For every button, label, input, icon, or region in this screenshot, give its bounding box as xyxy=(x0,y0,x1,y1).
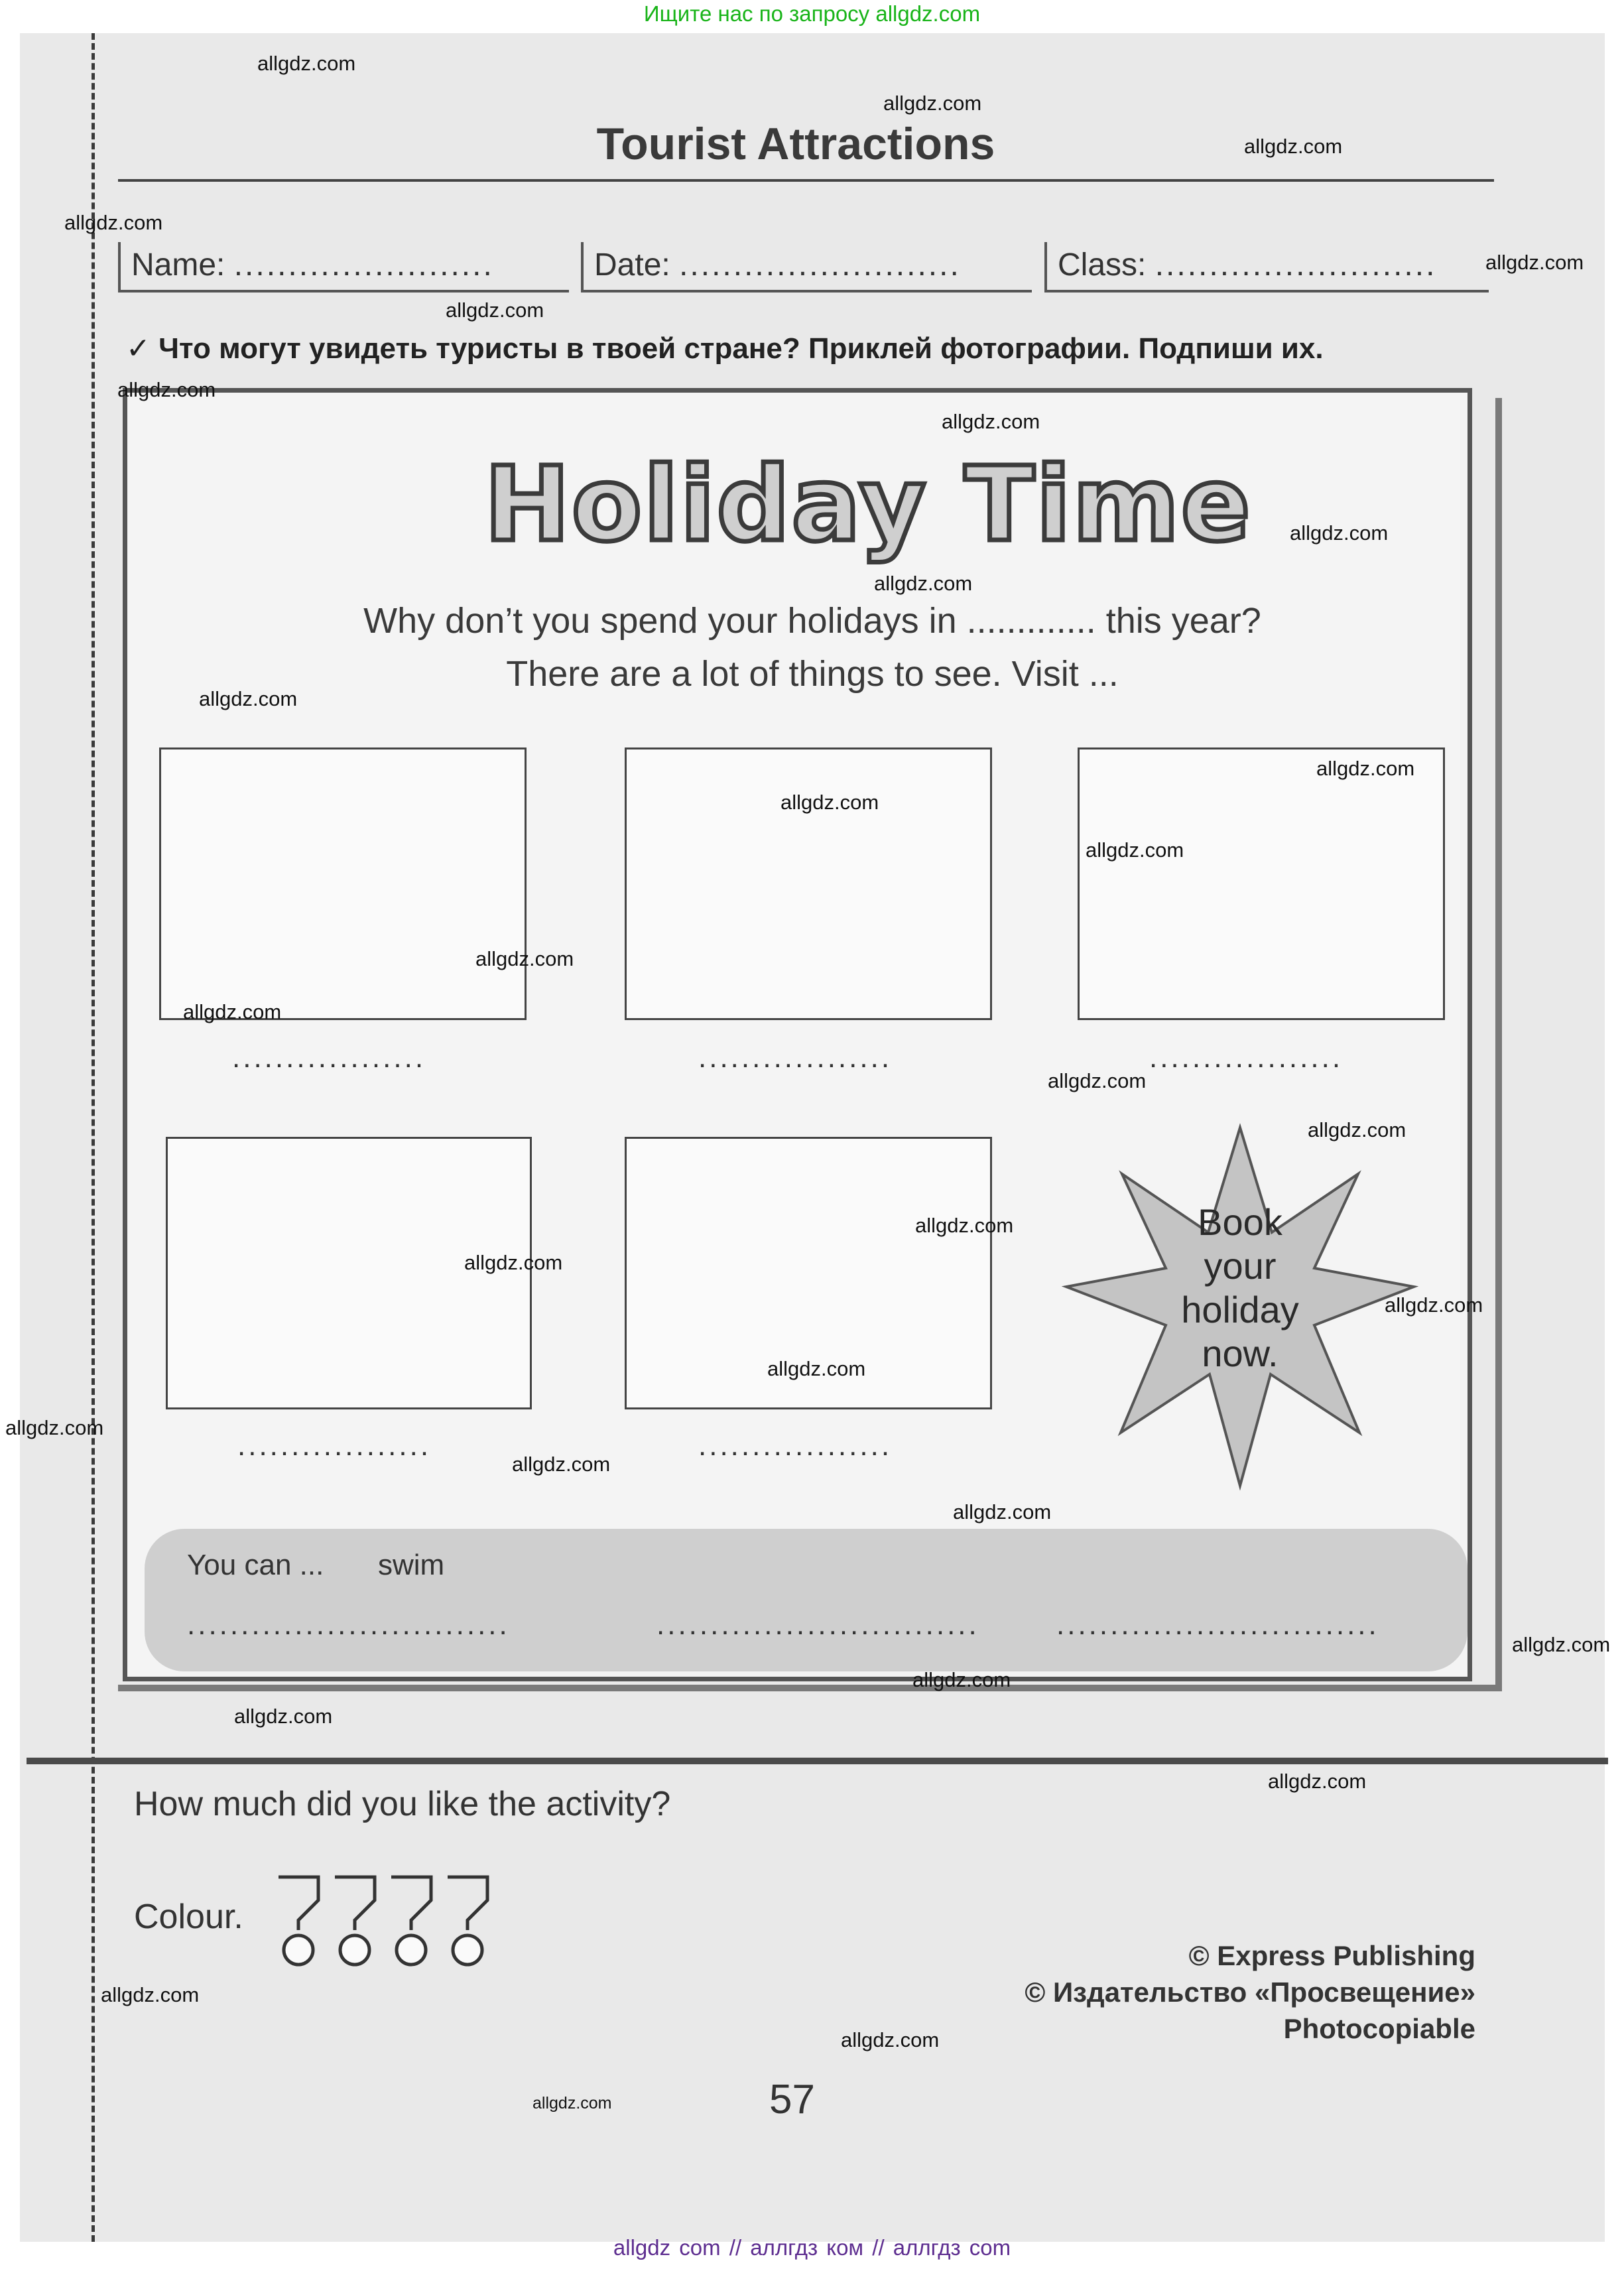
caption-blank-4[interactable]: .................. xyxy=(237,1429,432,1462)
watermark: allgdz.com xyxy=(1485,251,1584,274)
watermark: allgdz.com xyxy=(446,298,544,322)
watermark: allgdz.com xyxy=(512,1453,611,1476)
you-can-blank-1[interactable]: .............................. xyxy=(187,1608,510,1641)
class-field[interactable] xyxy=(1044,242,1489,292)
watermark: allgdz.com xyxy=(183,1000,282,1023)
watermark: allgdz.com xyxy=(874,572,973,595)
watermark: allgdz.com xyxy=(767,1357,866,1380)
checkmark-icon: ✓ xyxy=(126,332,151,365)
date-blank: .......................... xyxy=(679,247,961,283)
watermark: allgdz.com xyxy=(953,1500,1052,1524)
watermark: allgdz.com xyxy=(64,211,163,234)
you-can-panel xyxy=(145,1529,1468,1671)
watermark: allgdz.com xyxy=(1385,1293,1483,1317)
caption-blank-5[interactable]: .................. xyxy=(698,1429,893,1462)
starburst-line-1: Book xyxy=(1198,1201,1282,1243)
binding-dashed-line xyxy=(92,33,95,2242)
you-can-blank-3[interactable]: .............................. xyxy=(1056,1608,1379,1641)
watermark: allgdz.com xyxy=(1290,521,1389,545)
watermark: allgdz.com xyxy=(1512,1633,1611,1656)
date-label: Date: xyxy=(594,247,670,283)
poster-question: Why don’t you spend your holidays in ............. this year? xyxy=(363,601,1261,641)
watermark: allgdz.com xyxy=(912,1668,1011,1691)
copyright-prosveshchenie: © Издательство «Просвещение» xyxy=(1025,1977,1475,2008)
watermark: allgdz.com xyxy=(234,1705,333,1728)
rating-question: How much did you like the activity? xyxy=(134,1785,671,1823)
starburst-line-4: now. xyxy=(1202,1332,1279,1374)
class-blank: .......................... xyxy=(1155,247,1437,283)
photo-box-1[interactable] xyxy=(159,747,527,1020)
starburst-text xyxy=(1127,1201,1353,1376)
you-can-label: You can ... xyxy=(187,1549,324,1581)
watermark: allgdz.com xyxy=(464,1251,563,1274)
starburst-line-2: your xyxy=(1204,1245,1277,1287)
watermark: allgdz.com xyxy=(101,1983,200,2006)
watermark: allgdz.com xyxy=(1316,757,1415,780)
task-instruction xyxy=(126,332,1324,365)
watermark: allgdz.com xyxy=(1086,838,1184,862)
caption-blank-2[interactable]: .................. xyxy=(698,1041,893,1074)
photocopiable-note: Photocopiable xyxy=(1283,2013,1475,2044)
date-field[interactable] xyxy=(581,242,1032,292)
colour-label: Colour. xyxy=(134,1898,243,1936)
watermark: allgdz.com xyxy=(199,687,298,710)
watermark: allgdz.com xyxy=(1308,1118,1406,1141)
starburst-line-3: holiday xyxy=(1181,1289,1299,1331)
watermark: allgdz.com xyxy=(1268,1770,1367,1793)
watermark: allgdz.com xyxy=(117,378,216,401)
watermark: allgdz.com xyxy=(942,410,1040,433)
photo-box-2[interactable] xyxy=(625,747,992,1020)
class-label: Class: xyxy=(1058,247,1147,283)
name-blank: ........................ xyxy=(233,247,494,283)
poster-shadow-bottom xyxy=(118,1685,1497,1691)
watermark: allgdz.com xyxy=(781,791,879,814)
watermark: allgdz.com xyxy=(532,2094,612,2112)
watermark: allgdz.com xyxy=(1244,135,1343,158)
watermark: allgdz.com xyxy=(915,1214,1014,1237)
footer-divider xyxy=(27,1758,1608,1764)
holiday-time-heading: Holiday Time xyxy=(484,444,1252,564)
page-number: 57 xyxy=(769,2077,815,2122)
watermark: allgdz.com xyxy=(1048,1069,1147,1092)
you-can-blank-2[interactable]: .............................. xyxy=(656,1608,979,1641)
watermark: allgdz.com xyxy=(883,92,982,115)
caption-blank-3[interactable]: .................. xyxy=(1149,1041,1343,1074)
instruction-text: Что могут увидеть туристы в твоей стране? Приклей фотографии. Подпиши их. xyxy=(158,332,1324,365)
watermark: allgdz.com xyxy=(475,947,574,970)
name-label: Name: xyxy=(131,247,225,283)
title-divider xyxy=(118,179,1494,182)
photo-box-3[interactable] xyxy=(1078,747,1445,1020)
copyright-express: © Express Publishing xyxy=(1188,1940,1475,1971)
caption-blank-1[interactable]: .................. xyxy=(232,1041,426,1074)
watermark: allgdz.com xyxy=(257,52,356,75)
bottom-banner[interactable]: allgdz com // аллгдз ком // аллгдз com xyxy=(613,2235,1011,2260)
page-title: Tourist Attractions xyxy=(596,119,995,169)
rating-faces-icon[interactable] xyxy=(272,1864,497,1970)
top-banner[interactable]: Ищите нас по запросу allgdz.com xyxy=(643,1,981,26)
you-can-example: swim xyxy=(378,1549,445,1581)
name-field[interactable] xyxy=(118,242,569,292)
watermark: allgdz.com xyxy=(841,2028,940,2051)
poster-shadow-right xyxy=(1495,398,1502,1691)
watermark: allgdz.com xyxy=(5,1416,104,1439)
poster-visit-line: There are a lot of things to see. Visit ... xyxy=(506,654,1119,694)
